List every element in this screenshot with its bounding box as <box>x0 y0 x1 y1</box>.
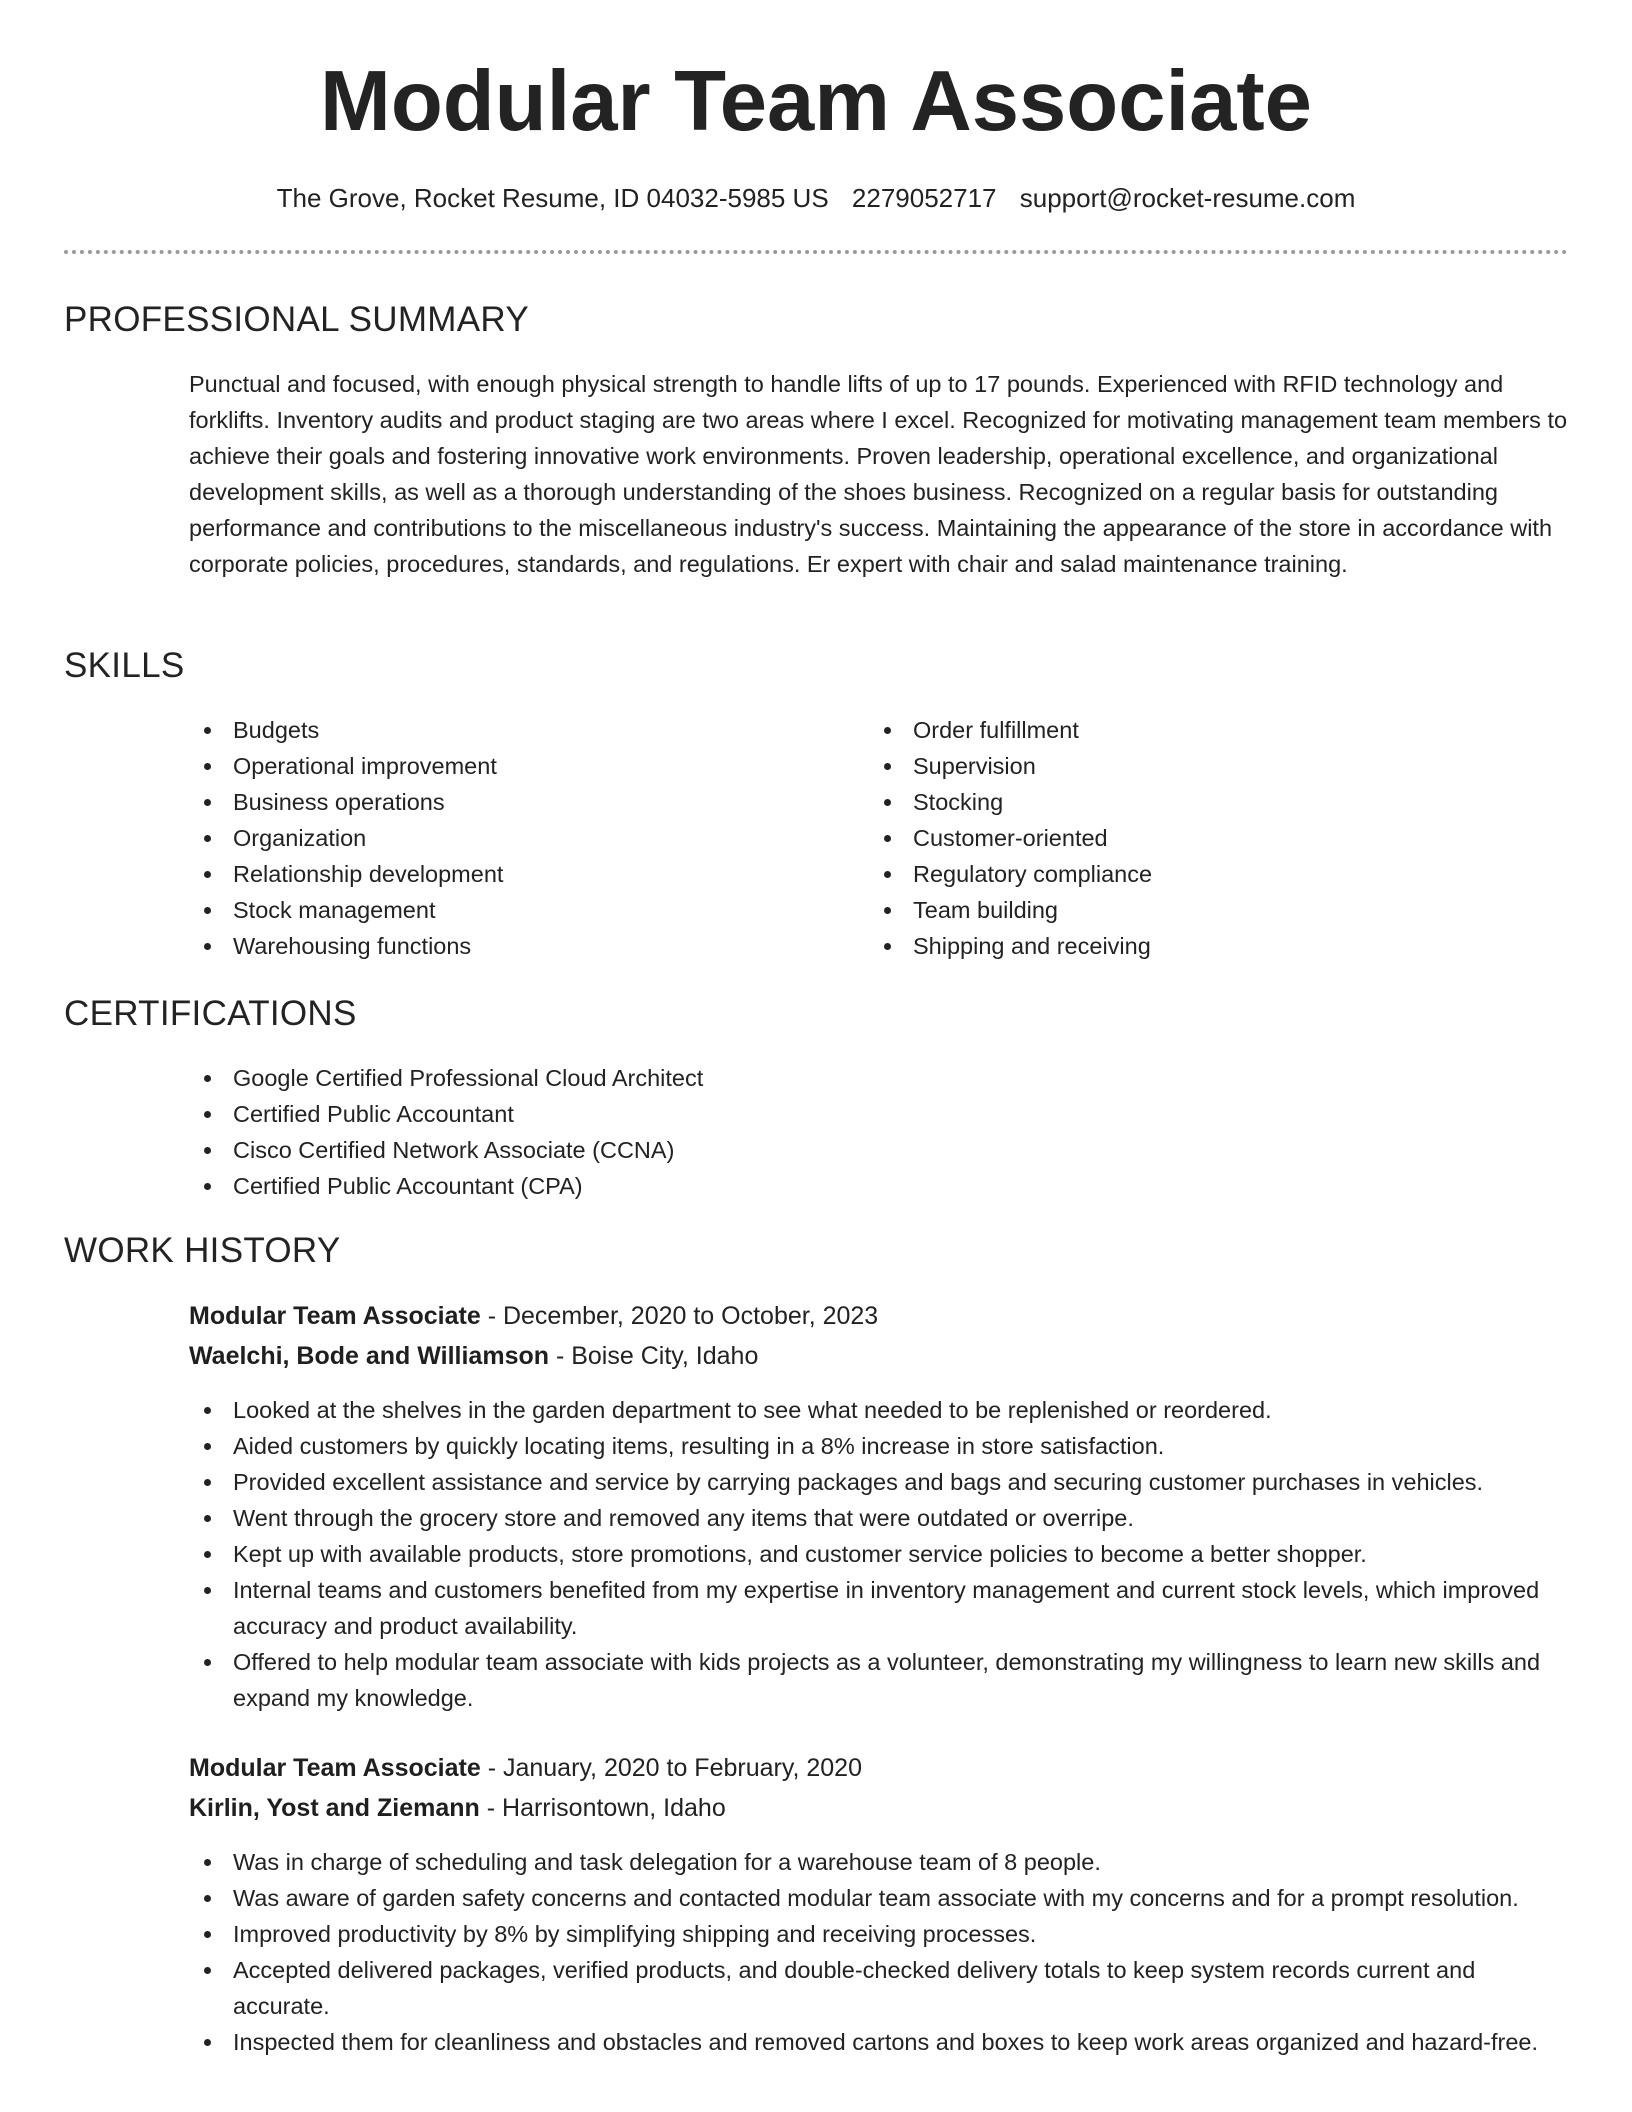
job-bullet: Provided excellent assistance and service by carrying packages and bags and securing customer purchases in vehicles. <box>189 1464 1569 1500</box>
job-company-line <box>189 1336 1569 1376</box>
skill-item: Shipping and receiving <box>869 928 1509 964</box>
skills-list-left <box>189 712 829 964</box>
summary-text: Punctual and focused, with enough physical strength to handle lifts of up to 17 pounds. Experienced with RFID technology and forklifts. Inventory audits and product staging are two areas where I excel. Recognized for motivating management team members to achieve their goals and fostering innovative work environments. Proven leadership, operational excellence, and organizational development skills, as well as a thorough understanding of the shoes business. Recognized on a regular basis for outstanding performance and contributions to the miscellaneous industry's success. Maintaining the appearance of the store in accordance with corporate policies, procedures, standards, and regulations. Er expert with chair and salad maintenance training. <box>189 371 1568 577</box>
skill-item: Organization <box>189 820 829 856</box>
job-bullet: Looked at the shelves in the garden department to see what needed to be replenished or reordered. <box>189 1392 1569 1428</box>
job-title-line <box>189 1748 1569 1788</box>
job-company-line <box>189 1788 1569 1828</box>
job-location: - Boise City, Idaho <box>549 1342 759 1370</box>
contact-phone: 2279052717 <box>851 183 997 213</box>
certification-item: Cisco Certified Network Associate (CCNA) <box>189 1132 1489 1168</box>
skill-item: Budgets <box>189 712 829 748</box>
job-bullet: Went through the grocery store and removed any items that were outdated or overripe. <box>189 1500 1569 1536</box>
job-bullet: Was aware of garden safety concerns and contacted modular team associate with my concerns and for a prompt resolution. <box>189 1880 1569 1916</box>
job-bullet: Internal teams and customers benefited from my expertise in inventory management and current stock levels, which improved accuracy and product availability. <box>189 1572 1569 1644</box>
job-title-line <box>189 1296 1569 1336</box>
skill-item: Customer-oriented <box>869 820 1509 856</box>
certifications-heading: CERTIFICATIONS <box>64 994 357 1033</box>
header-divider <box>64 250 1568 254</box>
skills-list-right <box>869 712 1509 964</box>
contact-email: support@rocket-resume.com <box>1019 183 1356 213</box>
job-company: Kirlin, Yost and Ziemann <box>189 1794 480 1822</box>
skill-item: Operational improvement <box>189 748 829 784</box>
skill-item: Supervision <box>869 748 1509 784</box>
skill-item: Warehousing functions <box>189 928 829 964</box>
job-bullet: Accepted delivered packages, verified products, and double-checked delivery totals to keep system records current and accurate. <box>189 1952 1569 2024</box>
work-history-heading: WORK HISTORY <box>64 1231 341 1270</box>
job-location: - Harrisontown, Idaho <box>479 1794 726 1822</box>
skill-item: Team building <box>869 892 1509 928</box>
job-role: Modular Team Associate <box>189 1754 481 1782</box>
candidate-name: Modular Team Associate <box>320 54 1312 149</box>
certification-item: Certified Public Accountant <box>189 1096 1489 1132</box>
skills-heading: SKILLS <box>64 646 185 685</box>
certification-item: Certified Public Accountant (CPA) <box>189 1168 1489 1204</box>
certifications-list <box>189 1060 1489 1204</box>
job-bullet: Improved productivity by 8% by simplifying shipping and receiving processes. <box>189 1916 1569 1952</box>
skill-item: Business operations <box>189 784 829 820</box>
skill-item: Stock management <box>189 892 829 928</box>
job-bullet: Kept up with available products, store promotions, and customer service policies to become a better shopper. <box>189 1536 1569 1572</box>
job-bullet: Was in charge of scheduling and task delegation for a warehouse team of 8 people. <box>189 1844 1569 1880</box>
job-bullets <box>189 1844 1569 2060</box>
job-dates: - January, 2020 to February, 2020 <box>480 1754 862 1782</box>
contact-line <box>0 180 1632 216</box>
job-bullet: Offered to help modular team associate with kids projects as a volunteer, demonstrating my willingness to learn new skills and expand my knowledge. <box>189 1644 1569 1716</box>
job-bullet: Aided customers by quickly locating items, resulting in a 8% increase in store satisfaction. <box>189 1428 1569 1464</box>
summary-heading: PROFESSIONAL SUMMARY <box>64 300 529 339</box>
job-bullets <box>189 1392 1569 1716</box>
contact-address: The Grove, Rocket Resume, ID 04032-5985 US <box>276 183 829 213</box>
skill-item: Stocking <box>869 784 1509 820</box>
job-bullet: Inspected them for cleanliness and obstacles and removed cartons and boxes to keep work areas organized and hazard-free. <box>189 2024 1569 2060</box>
job-dates: - December, 2020 to October, 2023 <box>480 1302 879 1330</box>
skill-item: Relationship development <box>189 856 829 892</box>
skill-item: Order fulfillment <box>869 712 1509 748</box>
skill-item: Regulatory compliance <box>869 856 1509 892</box>
job-company: Waelchi, Bode and Williamson <box>189 1342 550 1370</box>
certification-item: Google Certified Professional Cloud Architect <box>189 1060 1489 1096</box>
job-role: Modular Team Associate <box>189 1302 481 1330</box>
